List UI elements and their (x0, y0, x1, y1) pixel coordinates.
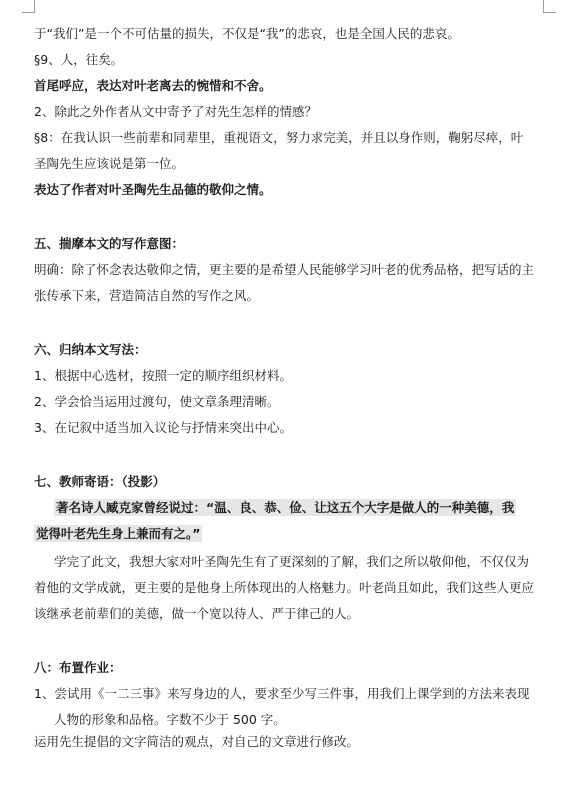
homework-item-continued: 人物的形象和品格。字数不少于 500 字。 (54, 712, 286, 727)
list-item: 1、根据中心选材，按照一定的顺序组织材料。 (34, 368, 292, 383)
quote-line-continued: 圣陶先生应该说是第一位。 (34, 156, 185, 171)
homework-item: 运用先生提倡的文字简洁的观点，对自己的文章进行修改。 (34, 734, 360, 749)
answer-line-continued: 张传承下来，营造简洁自然的写作之风。 (34, 288, 260, 303)
section-heading: 五、揣摩本文的写作意图： (34, 236, 185, 251)
homework-item: 1、尝试用《一二三事》来写身边的人，要求至少写三件事，用我们上课学到的方法来表现 (34, 686, 530, 701)
highlighted-quote-line (34, 526, 552, 542)
highlighted-quote-text: 觉得叶老先生身上兼而有之。” (36, 526, 201, 541)
body-text-line: 于“我们”是一个不可估量的损失，不仅是“我”的悲哀，也是全国人民的悲哀。 (34, 26, 460, 41)
list-item: 2、学会恰当运用过渡句，使文章条理清晰。 (34, 394, 280, 409)
section-heading: 八：布置作业： (34, 660, 122, 675)
paragraph-line: 着他的文学成就，更主要的是他身上所体现出的人格魅力。叶老尚且如此，我们这些人更应 (34, 580, 535, 595)
quote-line: §8：在我认识一些前辈和同辈里，重视语文，努力求完美，并且以身作则，鞠躬尽瘁，叶 (34, 130, 524, 145)
highlighted-quote-text: 著名诗人臧克家曾经说过：“温、良、恭、俭、让这五个大字是做人的一种美德，我 (56, 500, 515, 515)
question-line: 2、除此之外作者从文中寄予了对先生怎样的情感？ (34, 104, 317, 119)
summary-line: 首尾呼应，表达对叶老离去的惋惜和不舍。 (34, 78, 272, 93)
section-heading: 七、教师寄语：（投影） (34, 474, 166, 489)
page-corner-mark-right (543, 0, 556, 13)
highlighted-quote-line (54, 500, 552, 516)
paragraph-line: 学完了此文，我想大家对叶圣陶先生有了更深刻的了解，我们之所以敬仰他，不仅仅为 (54, 554, 530, 569)
section-marker-line: §9、人，往矣。 (34, 52, 124, 67)
page-corner-mark-left (22, 0, 35, 13)
section-heading: 六、归纳本文写法： (34, 342, 147, 357)
answer-line: 明确：除了怀念表达敬仰之情，更主要的是希望人民能够学习叶老的优秀品格，把写话的主 (34, 262, 535, 277)
paragraph-line: 该继承老前辈们的美德，做一个宽以待人、严于律己的人。 (34, 606, 360, 621)
list-item: 3、在记叙中适当加入议论与抒情来突出中心。 (34, 420, 292, 435)
summary-line: 表达了作者对叶圣陶先生品德的敬仰之情。 (34, 182, 272, 197)
